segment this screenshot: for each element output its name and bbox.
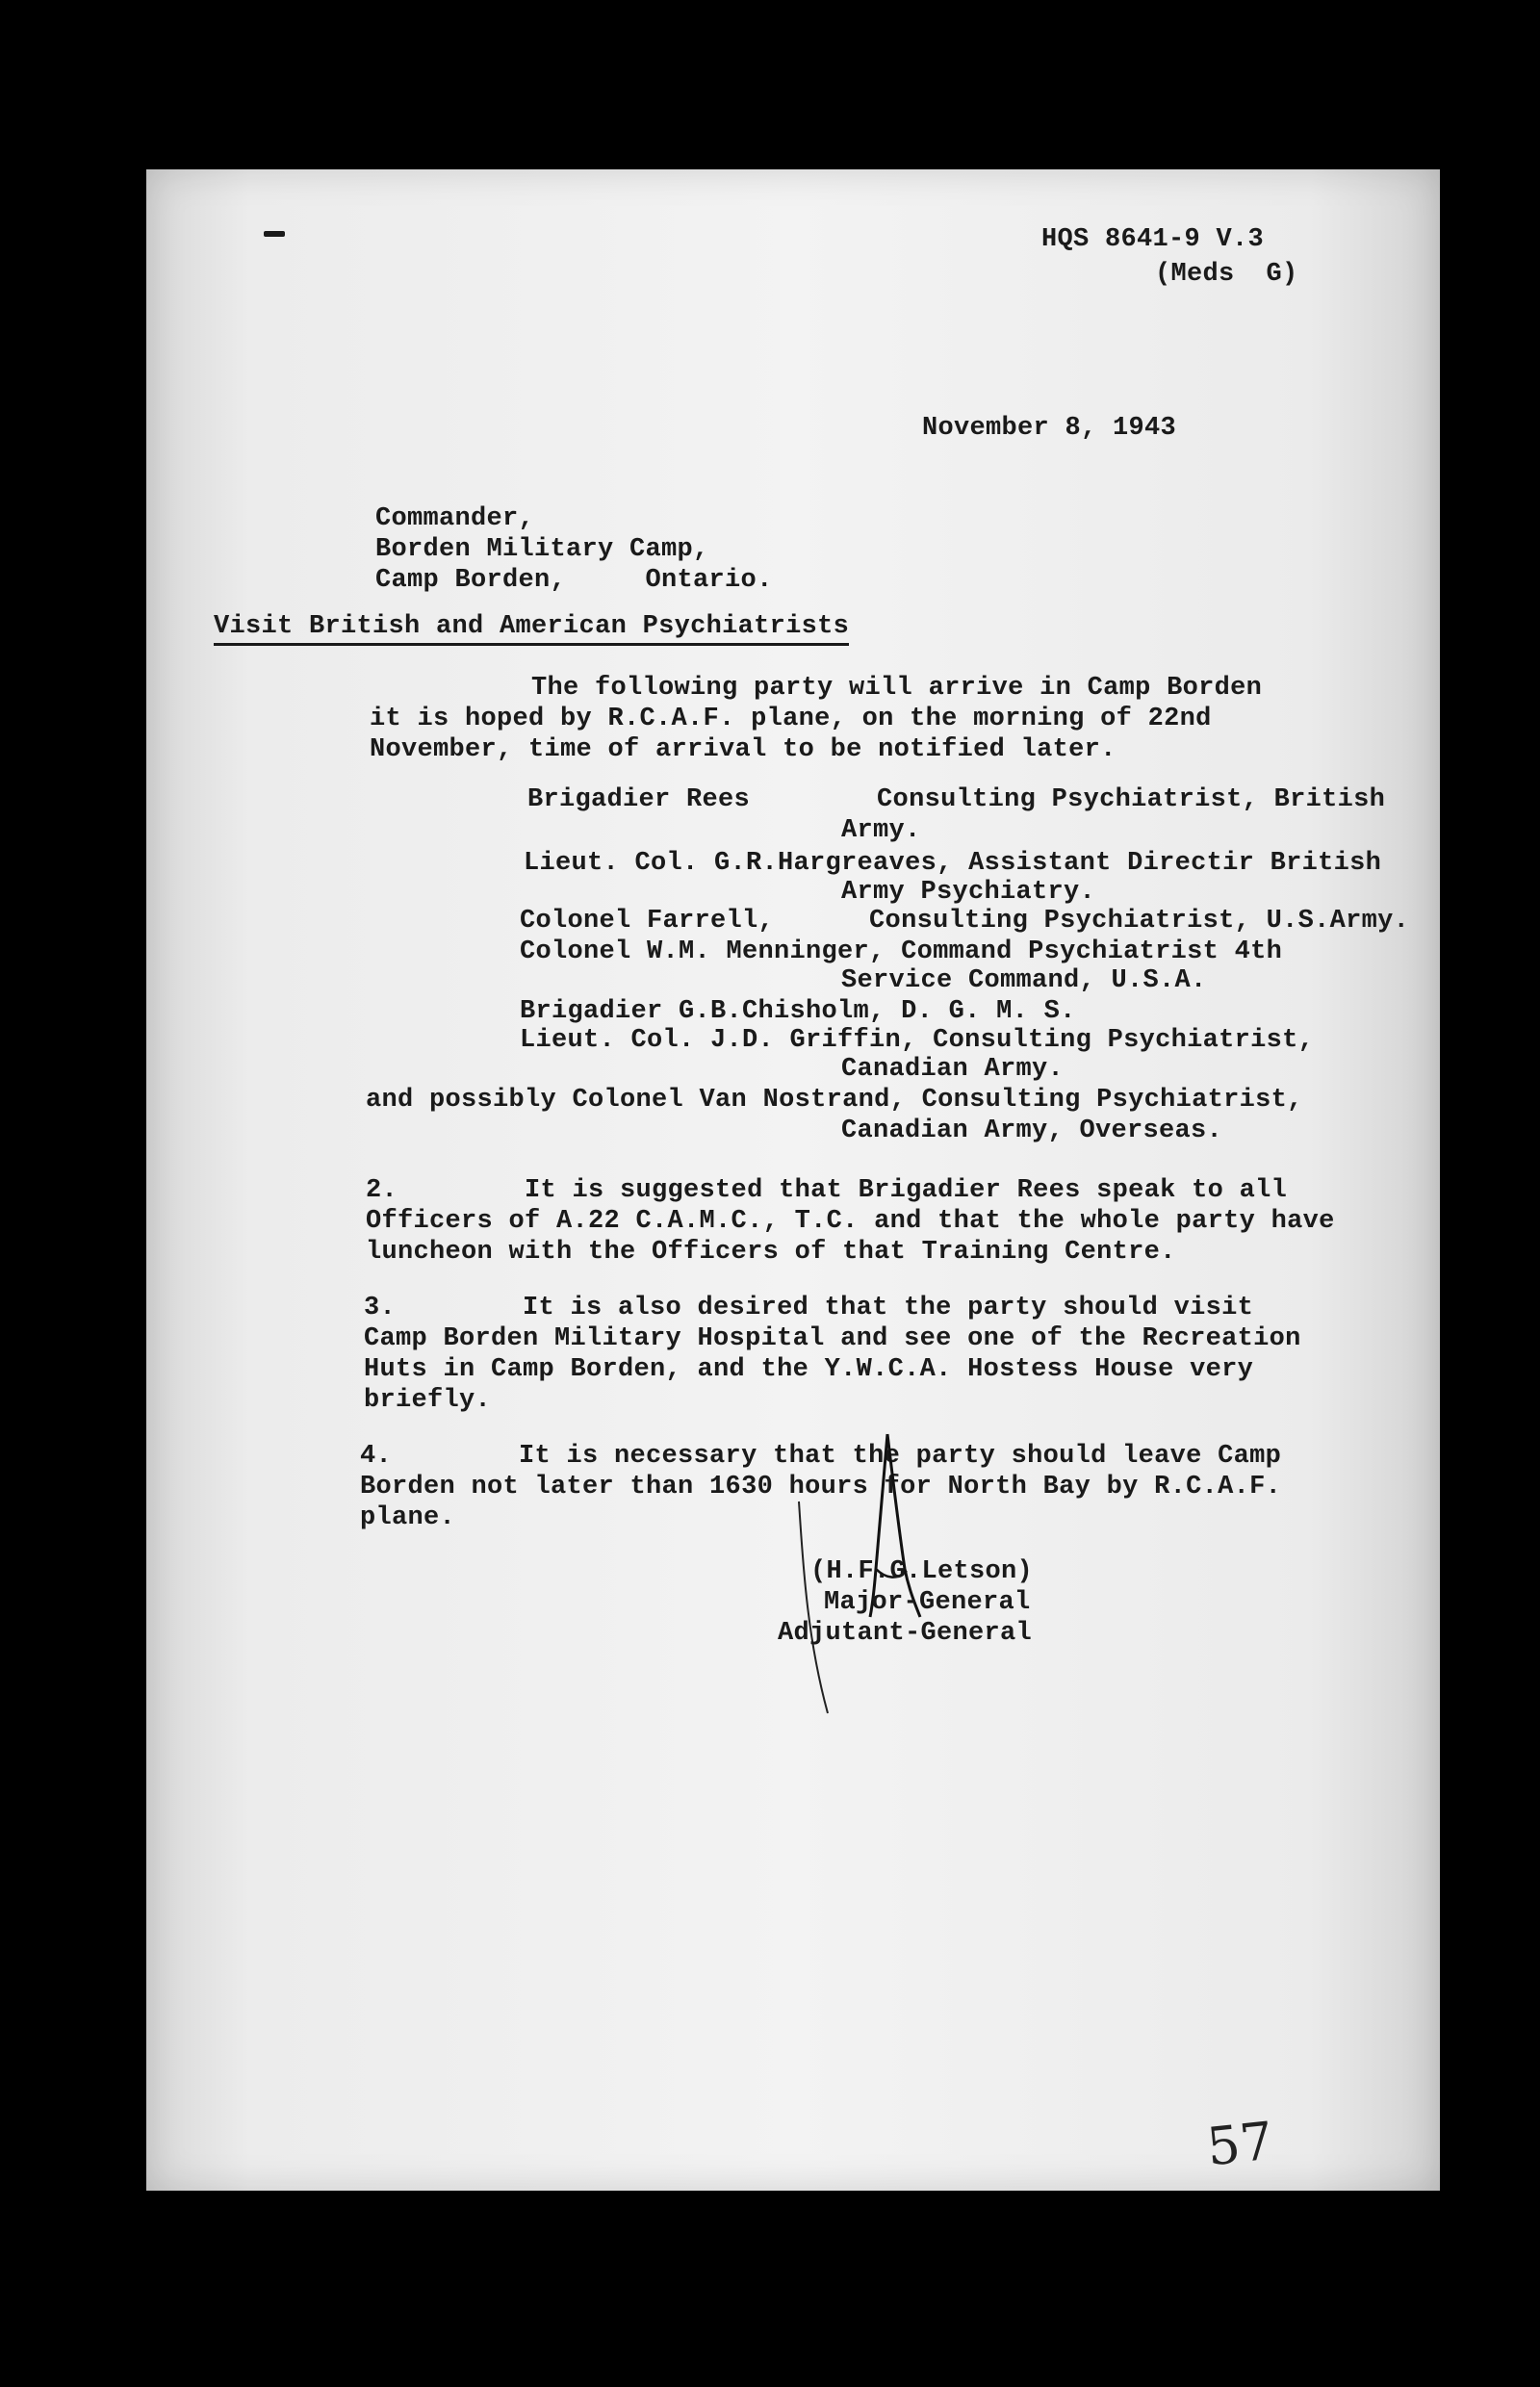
addressee-line-1: Commander, [375, 504, 535, 533]
subject-line: Visit British and American Psychiatrists [214, 612, 849, 646]
signatory-title: Adjutant-General [778, 1619, 1033, 1648]
party-member-6: Lieut. Col. J.D. Griffin, Consulting Psychiatrist, [520, 1026, 1315, 1055]
para4-line-1: 4. It is necessary that the party should leave Camp [360, 1442, 1282, 1471]
signatory-name: (H.F.G.Letson) [810, 1557, 1034, 1586]
para1-line-2: it is hoped by R.C.A.F. plane, on the morning of 22nd [370, 705, 1212, 733]
party-member-last-cont: Canadian Army, Overseas. [841, 1116, 1223, 1145]
para2-line-2: Officers of A.22 C.A.M.C., T.C. and that the whole party have [366, 1207, 1335, 1236]
para3-line-3: Huts in Camp Borden, and the Y.W.C.A. Hostess House very [364, 1355, 1254, 1384]
margin-mark [264, 231, 285, 237]
party-member-5: Brigadier G.B.Chisholm, D. G. M. S. [520, 997, 1076, 1026]
para2-line-3: luncheon with the Officers of that Training Centre. [366, 1238, 1176, 1267]
party-member-2-cont: Army Psychiatry. [841, 878, 1096, 907]
party-member-4: Colonel W.M. Menninger, Command Psychiatrist 4th [520, 937, 1283, 966]
page-number: 57 [1203, 2110, 1276, 2178]
party-member-4-cont: Service Command, U.S.A. [841, 966, 1207, 995]
party-member-1: Brigadier Rees Consulting Psychiatrist, British [527, 785, 1386, 814]
letter-date: November 8, 1943 [922, 414, 1177, 443]
party-member-last: and possibly Colonel Van Nostrand, Consulting Psychiatrist, [366, 1086, 1303, 1115]
party-member-1-cont: Army. [841, 816, 921, 845]
party-member-6-cont: Canadian Army. [841, 1055, 1065, 1084]
para3-line-2: Camp Borden Military Hospital and see one of the Recreation [364, 1324, 1301, 1353]
party-member-3: Colonel Farrell, Consulting Psychiatrist, U.S.Army. [520, 907, 1410, 936]
addressee-line-2: Borden Military Camp, [375, 535, 709, 564]
para3-line-1: 3. It is also desired that the party should visit [364, 1294, 1254, 1322]
para4-line-3: plane. [360, 1503, 456, 1532]
para4-line-2: Borden not later than 1630 hours for North Bay by R.C.A.F. [360, 1473, 1282, 1502]
para1-line-3: November, time of arrival to be notified later. [370, 735, 1116, 764]
para3-line-4: briefly. [364, 1386, 492, 1415]
file-reference-sub: (Meds G) [1155, 260, 1298, 289]
para2-line-1: 2. It is suggested that Brigadier Rees speak to all [366, 1176, 1288, 1205]
file-reference: HQS 8641-9 V.3 [1041, 225, 1265, 254]
addressee-line-3: Camp Borden, Ontario. [375, 566, 773, 595]
signatory-rank: Major-General [824, 1588, 1031, 1617]
para1-line-1: The following party will arrive in Camp Borden [531, 674, 1263, 703]
party-member-2: Lieut. Col. G.R.Hargreaves, Assistant Directir British [524, 849, 1382, 878]
